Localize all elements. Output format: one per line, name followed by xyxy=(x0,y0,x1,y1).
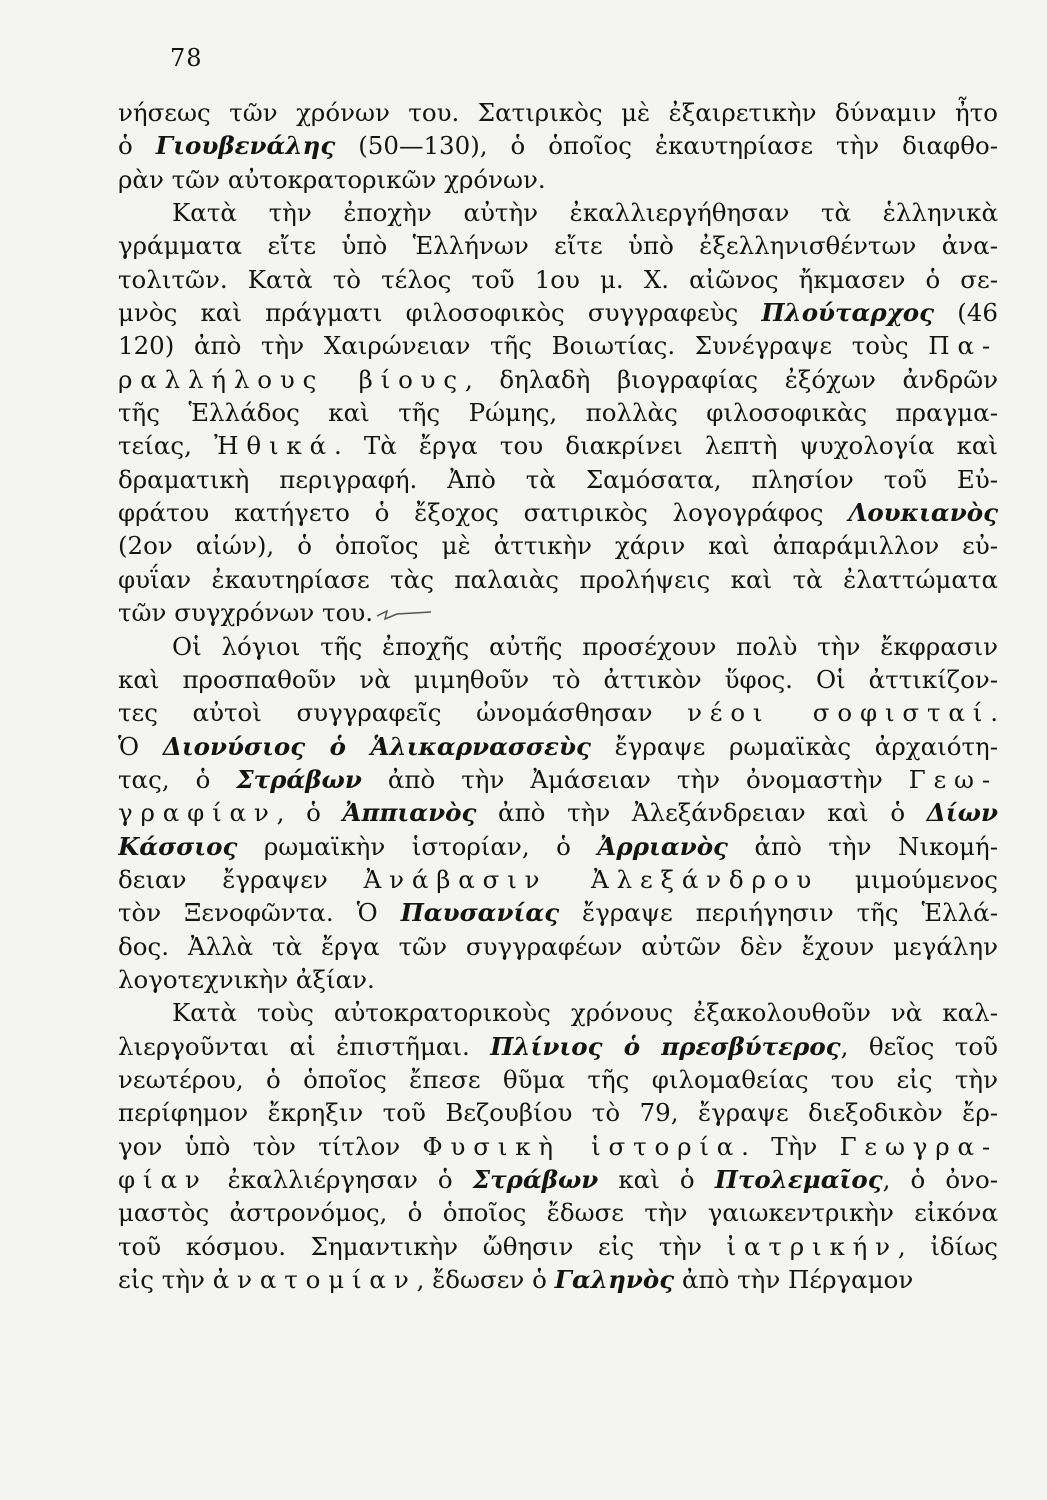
text-run: φυΐαν ἐκαυτηρίασε τὰς παλαιὰς προλήψεις καὶ τὰ ἐλαττώματα xyxy=(118,564,998,594)
text-line xyxy=(118,1063,998,1096)
text-line xyxy=(118,329,998,362)
text-line xyxy=(118,630,998,663)
text-run: καὶ ὁ xyxy=(598,1165,715,1194)
text-run: καὶ προσπαθοῦν νὰ μιμηθοῦν τὸ ἀττικὸν ὕφος. Οἱ ἀττικίζον- xyxy=(118,664,998,694)
text-line xyxy=(118,463,998,496)
text-line xyxy=(118,930,998,963)
text-line xyxy=(118,1096,998,1129)
text-line xyxy=(118,696,998,729)
page-number: 78 xyxy=(170,44,203,72)
text-run: τες αὐτοὶ συγγραφεῖς ὠνομάσθησαν xyxy=(118,698,688,728)
text-line xyxy=(118,896,998,929)
person-name: Γιουβενάλης xyxy=(155,131,336,161)
spaced-term: Γεω- xyxy=(908,764,998,794)
text-line xyxy=(118,1130,998,1163)
text-line xyxy=(118,1030,998,1063)
text-run: τοῦ κόσμου. Σημαντικὴν ὤθησιν εἰς τὴν xyxy=(118,1231,727,1261)
text-line xyxy=(118,863,998,896)
text-run: τολιτῶν. Κατὰ τὸ τέλος τοῦ 1ου μ. Χ. αἰῶνος ἤκμασεν ὁ σε- xyxy=(118,264,998,294)
person-name: Ἀππιανὸς xyxy=(342,798,477,828)
text-run: μνὸς καὶ πράγματι φιλοσοφικὸς συγγραφεὺς xyxy=(118,298,762,328)
text-run: γον ὑπὸ τὸν τίτλον xyxy=(118,1131,423,1161)
text-run: τείας, xyxy=(118,431,215,461)
text-line xyxy=(118,363,998,396)
text-run: φράτου κατήγετο ὁ ἔξοχος σατιρικὸς λογογράφος xyxy=(118,498,849,528)
text-run: δος. Ἀλλὰ τὰ ἔργα τῶν συγγραφέων αὐτῶν δὲν ἔχουν μεγάλην xyxy=(118,931,998,961)
text-line xyxy=(118,229,998,262)
text-run: Κατὰ τοὺς αὐτοκρατορικοὺς χρόνους ἐξακολουθοῦν νὰ καλ- xyxy=(172,998,998,1028)
text-run: δραματικὴ περιγραφή. Ἀπὸ τὰ Σαμόσατα, πλησίον τοῦ Εὐ- xyxy=(118,464,998,494)
text-run: νήσεως τῶν χρόνων του. Σατιρικὸς μὲ ἐξαιρετικὴν δύναμιν ἦτο xyxy=(118,98,998,127)
spaced-term: Ἠθικά xyxy=(214,431,334,461)
text-run: περίφημον ἔκρηξιν τοῦ Βεζουβίου τὸ 79, ἔγραψε διεξοδικὸν ἔρ- xyxy=(118,1098,998,1128)
text-line xyxy=(118,163,998,196)
person-name: Ἀρριανὸς xyxy=(597,831,728,861)
text-run: . Τὰ ἔργα του διακρίνει λεπτὴ ψυχολογία καὶ xyxy=(333,431,998,461)
text-run: εἰς τὴν xyxy=(118,1265,213,1295)
text-line xyxy=(118,496,998,529)
person-name: Στράβων xyxy=(472,1165,599,1194)
text-line xyxy=(118,763,998,796)
text-line xyxy=(118,796,998,829)
person-name: Στράβων xyxy=(236,764,362,794)
text-line xyxy=(118,1196,998,1229)
text-run: , δηλαδὴ βιογραφίας ἐξόχων ἀνδρῶν xyxy=(464,364,998,394)
text-run: δειαν ἔγραψεν xyxy=(118,864,364,894)
spaced-term: Πα- xyxy=(928,331,998,361)
person-name: Παυσανίας xyxy=(400,898,560,928)
text-run: (50—130), ὁ ὁποῖος ἐκαυτηρίασε τὴν διαφθο- xyxy=(335,131,998,161)
text-run: . xyxy=(990,698,998,728)
text-line xyxy=(118,263,998,296)
text-line xyxy=(118,963,998,996)
spaced-term: ἰατρικήν xyxy=(726,1231,898,1261)
text-run: Οἱ λόγιοι τῆς ἐποχῆς αὐτῆς προσέχουν πολὺ τὴν ἔκφρασιν xyxy=(172,631,998,661)
text-line xyxy=(118,1230,998,1263)
text-run: νεωτέρου, ὁ ὁποῖος ἔπεσε θῦμα τῆς φιλομαθείας του εἰς τὴν xyxy=(118,1064,998,1094)
text-line xyxy=(118,429,998,462)
text-run: τὸν Ξενοφῶντα. Ὁ xyxy=(118,898,401,928)
text-run: 120) ἀπὸ τὴν Χαιρώνειαν τῆς Βοιωτίας. Συνέγραψε τοὺς xyxy=(118,331,929,361)
text-run: , ὁ xyxy=(276,798,343,828)
text-line xyxy=(118,596,998,629)
text-run: τας, ὁ xyxy=(118,764,237,794)
pen-mark-icon xyxy=(373,608,433,622)
text-run: τῶν συγχρόνων του. xyxy=(118,598,374,628)
spaced-term: φίαν xyxy=(118,1165,208,1194)
text-run: (2ον αἰών), ὁ ὁποῖος μὲ ἀττικὴν χάριν καὶ ἀπαράμιλλον εὐ- xyxy=(118,531,998,561)
text-run: Κατὰ τὴν ἐποχὴν αὐτὴν ἐκαλλιεργήθησαν τὰ ἑλληνικὰ xyxy=(172,198,998,228)
body-text xyxy=(118,96,998,1296)
spaced-term: ραλλήλους βίους xyxy=(118,364,465,394)
text-run: Ὁ xyxy=(118,731,163,761)
text-run: (46 xyxy=(934,298,998,328)
text-run: ρωμαϊκὴν ἱστορίαν, ὁ xyxy=(237,831,598,861)
text-line xyxy=(118,996,998,1029)
text-run: γράμματα εἴτε ὑπὸ Ἑλλήνων εἴτε ὑπὸ ἐξελληνισθέντων ἀνα- xyxy=(118,231,998,261)
text-run: ὁ xyxy=(118,131,156,161)
person-name: Πλίνιος ὁ πρεσβύτερος xyxy=(490,1031,841,1061)
text-line xyxy=(118,396,998,429)
text-line xyxy=(118,730,998,763)
text-run: ἐκαλλιέργησαν ὁ xyxy=(207,1165,473,1194)
text-line xyxy=(118,529,998,562)
text-run: ἀπὸ τὴν Ἀλεξάνδρειαν καὶ ὁ xyxy=(476,798,927,828)
person-name: Πτολεμαῖος xyxy=(714,1165,883,1194)
text-run: , θεῖος τοῦ xyxy=(840,1031,998,1061)
text-run: , ὁ ὀνο- xyxy=(882,1165,998,1194)
spaced-term: γραφίαν xyxy=(118,798,277,828)
text-run: ἀπὸ τὴν Πέργαμον xyxy=(674,1265,914,1295)
spaced-term: Ἀνάβασιν Ἀλεξάνδρου xyxy=(363,864,820,894)
text-line xyxy=(118,96,998,129)
text-run: ἀπὸ τὴν Ἀμάσειαν τὴν ὀνομαστὴν xyxy=(361,764,909,794)
text-line xyxy=(118,663,998,696)
text-line xyxy=(118,563,998,596)
text-line xyxy=(118,296,998,329)
spaced-term: νέοι σοφισταί xyxy=(687,698,991,728)
text-run: ἔγραψε ρωμαϊκὰς ἀρχαιότη- xyxy=(590,731,998,761)
text-run: . Τὴν xyxy=(741,1131,840,1161)
text-run: τῆς Ἑλλάδος καὶ τῆς Ρώμης, πολλὰς φιλοσοφικὰς πραγμα- xyxy=(118,398,998,428)
text-run: ρὰν τῶν αὐτοκρατορικῶν χρόνων. xyxy=(118,164,546,194)
text-run: ἔγραψε περιήγησιν τῆς Ἑλλά- xyxy=(559,898,998,928)
text-line xyxy=(118,196,998,229)
person-name: Λουκιανὸς xyxy=(848,498,998,528)
spaced-term: Γεωγρα- xyxy=(839,1131,998,1161)
text-run: λογοτεχνικὴν ἀξίαν. xyxy=(118,964,375,994)
text-line xyxy=(118,129,998,162)
text-run: ἀπὸ τὴν Νικομή- xyxy=(727,831,998,861)
text-line xyxy=(118,830,998,863)
text-line xyxy=(118,1163,998,1196)
person-name: Κάσσιος xyxy=(118,831,238,861)
text-run: μιμούμενος xyxy=(819,864,998,894)
person-name: Δίων xyxy=(926,798,998,828)
person-name: Γαληνὸς xyxy=(554,1265,675,1295)
person-name: Πλούταρχος xyxy=(761,298,935,328)
text-run: λιεργοῦνται αἱ ἐπιστῆμαι. xyxy=(118,1031,491,1061)
text-run: μαστὸς ἀστρονόμος, ὁ ὁποῖος ἔδωσε τὴν γαιωκεντρικὴν εἰκόνα xyxy=(118,1198,998,1228)
spaced-term: ἀνατομίαν xyxy=(212,1265,417,1295)
text-line xyxy=(118,1263,998,1296)
spaced-term: Φυσικὴ ἱστορία xyxy=(422,1131,742,1161)
text-run: , ἔδωσεν ὁ xyxy=(416,1265,555,1295)
text-run: , ἰδίως xyxy=(897,1231,998,1261)
person-name: Διονύσιος ὁ Ἁλικαρνασσεὺς xyxy=(162,731,591,761)
